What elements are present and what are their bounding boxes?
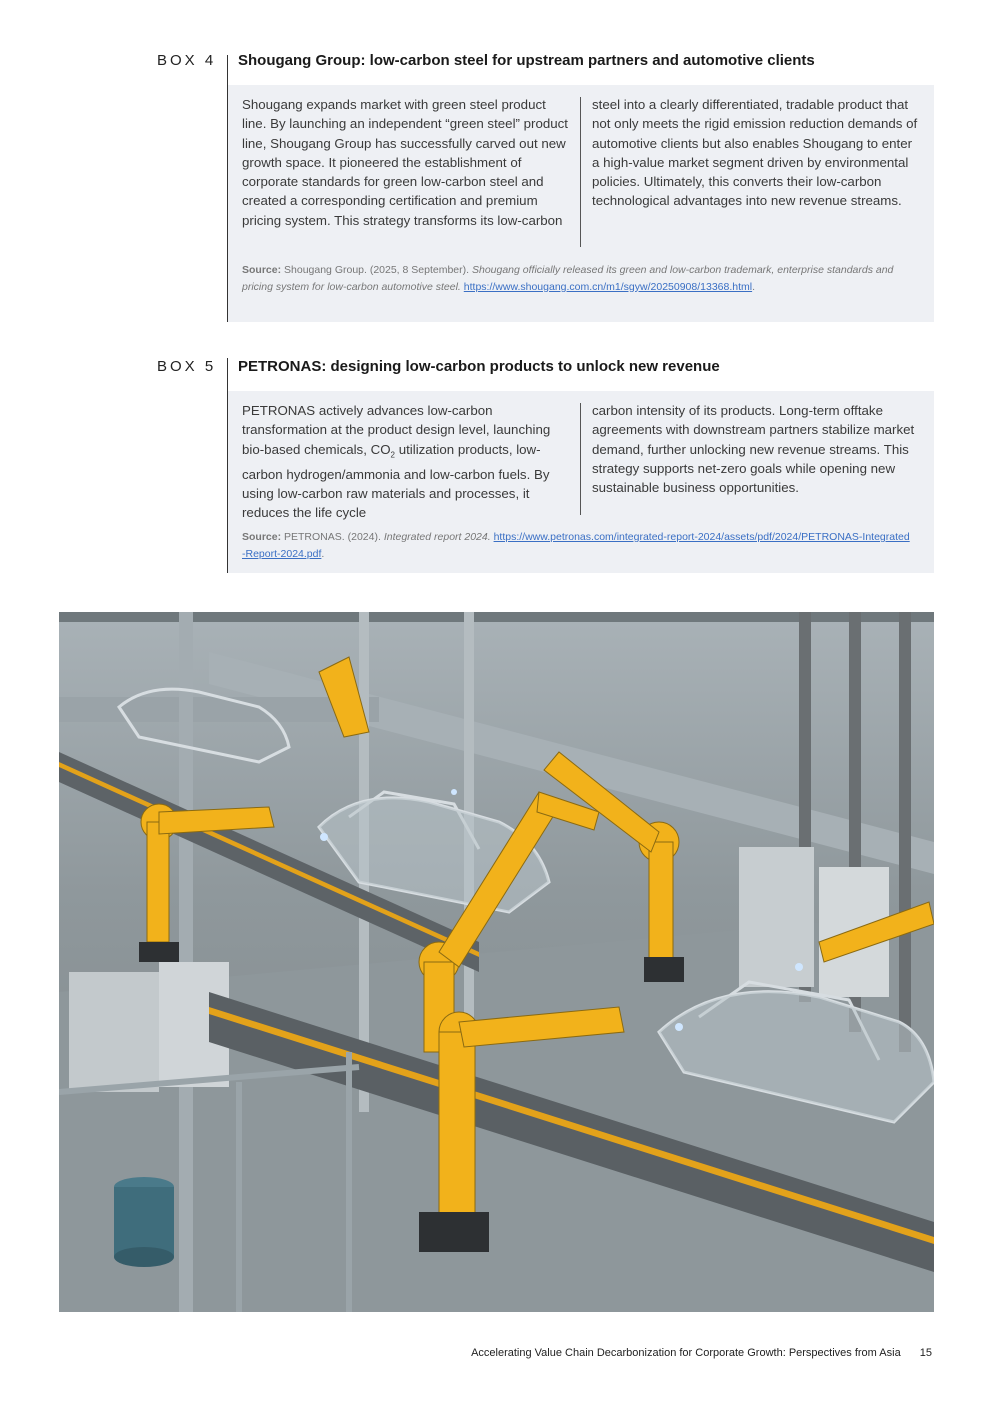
box5-column-divider — [580, 403, 581, 515]
source-label: Source: — [242, 264, 282, 276]
box4-panel — [228, 85, 934, 322]
factory-robot-assembly-photo — [59, 612, 934, 1312]
box5-column-left — [242, 401, 572, 522]
source-author: PETRONAS. (2024). — [284, 531, 381, 543]
box5-panel — [228, 391, 934, 573]
source-link[interactable]: https://www.shougang.com.cn/m1/sgyw/20250908/13368.html — [463, 280, 753, 293]
co2-subscript: 2 — [390, 450, 395, 460]
box4-title: Shougang Group: low-carbon steel for upstream partners and automotive clients — [238, 52, 815, 69]
page-footer — [471, 1347, 932, 1359]
page-number: 15 — [919, 1347, 932, 1359]
source-author: Shougang Group. (2025, 8 September). — [284, 264, 470, 276]
box4-column-left: Shougang expands market with green steel product line. By launching an independent “green steel” product line, Shougang Group has successfully carved out new growth space. It pioneered the establishment of corporate standards for green low-carbon steel and created a corresponding certification and premium pricing system. This strategy transforms its low-carbon — [242, 97, 568, 228]
source-link[interactable]: https://www.petronas.com/integrated-report-2024/assets/pdf/2024/PETRONAS-Integrated-Report-2024.pdf — [242, 531, 910, 560]
footer-title-bold: Accelerating Value Chain Decarbonization for Corporate Growth: — [471, 1347, 786, 1359]
source-title: Shougang officially released its green and low-carbon trademark, enterprise standards and pricing system for low-carbon automotive steel. — [242, 264, 894, 293]
source-end: . — [752, 280, 756, 293]
box4-label: BOX 4 — [157, 52, 217, 69]
box4-column-right: steel into a clearly differentiated, tradable product that not only meets the rigid emission reduction demands of automotive clients but also enables Shougang to enter a high-value market segment driven by environmental policies. Ultimately, this converts their low-carbon technological advantages into new revenue streams. — [592, 97, 918, 209]
box5-left-text-a: PETRONAS actively advances low-carbon transformation at the product design level, launching bio-based chemicals, CO — [242, 403, 551, 457]
box5-title: PETRONAS: designing low-carbon products to unlock new revenue — [238, 358, 720, 375]
source-title: Integrated report 2024. — [383, 531, 491, 543]
box5-column-right: carbon intensity of its products. Long-term offtake agreements with downstream partners stabilize market demand, further unlocking new revenue streams. This strategy supports net-zero goals while opening new sustainable business opportunities. — [592, 403, 915, 496]
box5-source — [242, 529, 912, 562]
source-label: Source: — [242, 531, 282, 543]
source-end: . — [321, 547, 325, 560]
box5-label: BOX 5 — [157, 358, 217, 375]
box5-left-text-b: utilization products, low-carbon hydrogen/ammonia and low-carbon fuels. By using low-carbon raw materials and processes, it reduces the life cycle — [242, 441, 550, 521]
box4-column-divider — [580, 97, 581, 247]
box4-source — [242, 262, 912, 295]
footer-title-rest: Perspectives from Asia — [788, 1347, 901, 1359]
